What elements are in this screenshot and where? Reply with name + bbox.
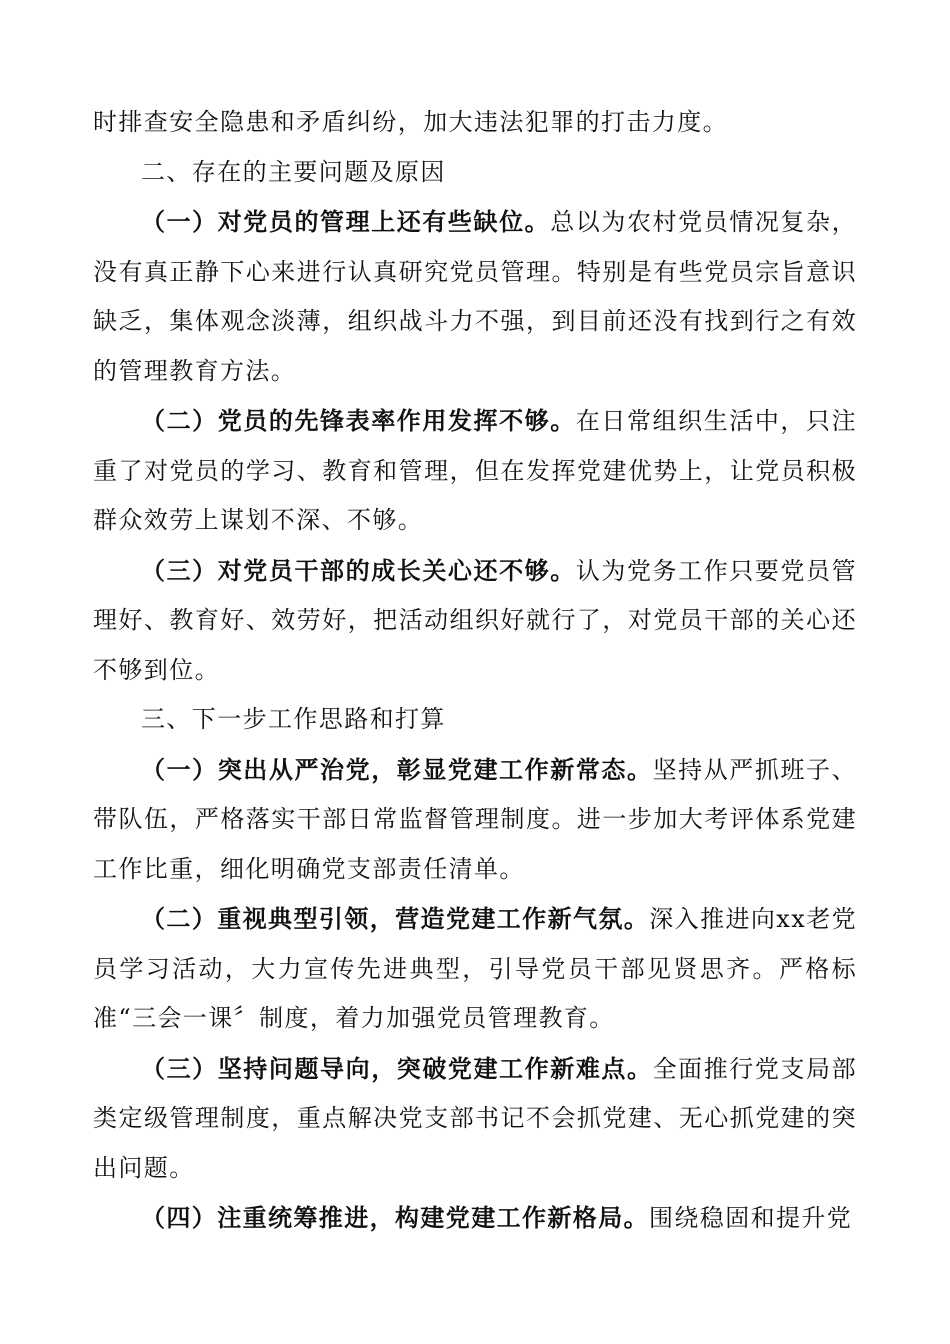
item-lead: （二）党员的先锋表率作用发挥不够。 bbox=[141, 406, 576, 435]
section-heading-next-steps: 三、下一步工作思路和打算 bbox=[141, 705, 446, 733]
item-body: 在日常组织生活中，只注重了对党员的学习、教育和管理，但在发挥党建优势上，让党员积极群众效劳上谋划不深、不够。 bbox=[93, 407, 857, 534]
section-heading-problems: 二、存在的主要问题及原因 bbox=[141, 157, 446, 186]
continuation-text: 时排查安全隐患和矛盾纠纷，加大违法犯罪的打击力度。 bbox=[93, 108, 728, 136]
item-lead: （一）对党员的管理上还有些缺位。 bbox=[141, 207, 551, 236]
plan-item-1 bbox=[93, 745, 857, 895]
item-body: 总以为农村党员情况复杂，没有真正静下心来进行认真研究党员管理。特别是有些党员宗旨意识缺乏，集体观念淡薄，组织战斗力不强，到目前还没有找到行之有效的管理教育方法。 bbox=[93, 208, 857, 385]
document-body bbox=[93, 98, 857, 1244]
item-body: 围绕稳固和提升党 bbox=[649, 1204, 853, 1232]
problem-item-2 bbox=[93, 396, 857, 546]
plan-item-2 bbox=[93, 894, 857, 1044]
plan-item-4 bbox=[93, 1193, 857, 1244]
item-lead: （三）对党员干部的成长关心还不够。 bbox=[141, 555, 576, 585]
problem-item-1 bbox=[93, 197, 857, 396]
item-lead: （四）注重统筹推进，构建党建工作新格局。 bbox=[141, 1203, 649, 1232]
item-lead: （三）坚持问题导向，突破党建工作新难点。 bbox=[141, 1053, 653, 1083]
continuation-paragraph bbox=[93, 98, 857, 148]
item-body: 全面推行党支局部类定级管理制度，重点解决党支部书记不会抓党建、无心抓党建的突出问题。 bbox=[93, 1054, 858, 1182]
item-body: 认为党务工作只要党员管理好、教育好、效劳好，把活动组织好就行了，对党员干部的关心还不够到位。 bbox=[93, 556, 857, 684]
plan-item-3 bbox=[93, 1044, 857, 1194]
item-lead: （一）突出从严治党，彰显党建工作新常态。 bbox=[141, 754, 653, 784]
problem-item-3 bbox=[93, 546, 857, 696]
item-lead: （二）重视典型引领，营造党建工作新气氛。 bbox=[141, 904, 650, 933]
item-body: 深入推进向xx老党员学习活动，大力宣传先进典型，引导党员干部见贤思齐。严格标准“三会一课〞制度，着力加强党员管理教育。 bbox=[93, 905, 858, 1032]
item-body: 坚持从严抓班子、带队伍，严格落实干部日常监督管理制度。进一步加大考评体系党建工作比重，细化明确党支部责任清单。 bbox=[93, 755, 858, 883]
